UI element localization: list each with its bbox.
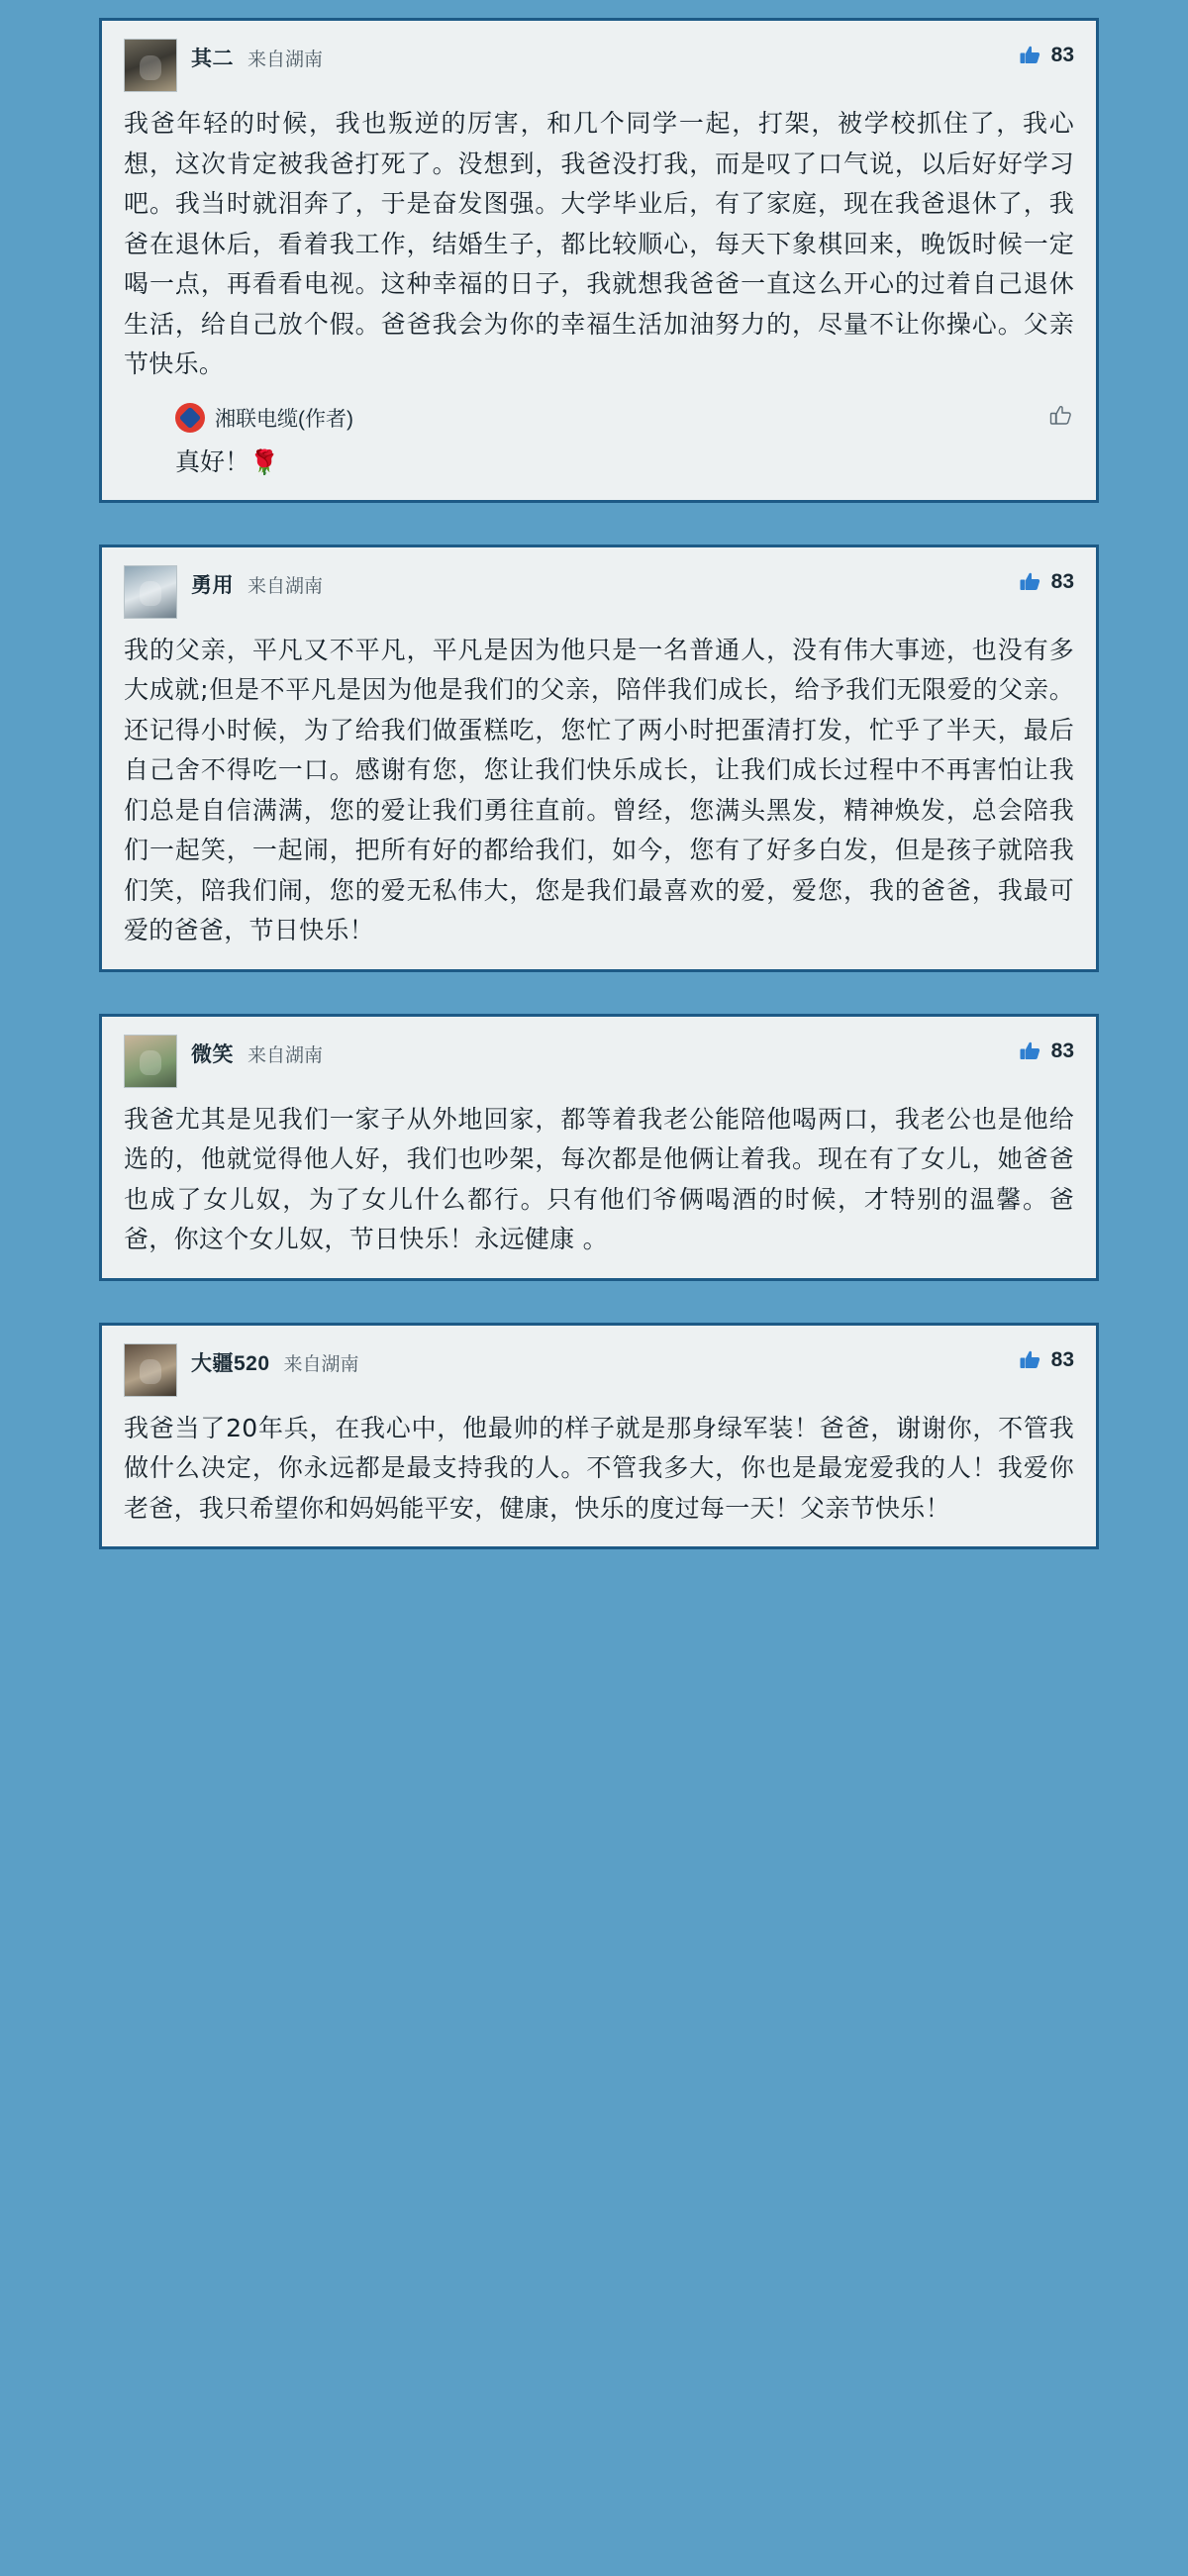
comment-card[interactable] — [99, 545, 1099, 972]
avatar[interactable] — [124, 39, 177, 92]
comment-author-line — [191, 1035, 323, 1068]
comment-location: 来自湖南 — [248, 50, 324, 70]
comment-text: 我爸尤其是见我们一家子从外地回家，都等着我老公能陪他喝两口，我老公也是他给选的，他就觉得他人好，我们也吵架，每次都是他俩让着我。现在有了女儿，她爸爸也成了女儿奴，为了女儿什么都行。只有他们爷俩喝酒的时候，才特别的温馨。爸爸，你这个女儿奴，节日快乐！永远健康 。 — [124, 1104, 1074, 1253]
comment-text: 我的父亲，平凡又不平凡，平凡是因为他只是一名普通人，没有伟大事迹，也没有多大成就;但是不平凡是因为他是我们的父亲，陪伴我们成长，给予我们无限爱的父亲。还记得小时候，为了给我们做蛋糕吃，您忙了两小时把蛋清打发，忙乎了半天，最后自己舍不得吃一口。感谢有您，您让我们快乐成长，让我们成长过程中不再害怕让我们总是自信满满，您的爱让我们勇往直前。曾经，您满头黑发，精神焕发，总会陪我们一起笑，一起闹，把所有好的都给我们，如今，您有了好多白发，但是孩子就陪我们笑，陪我们闹，您的爱无私伟大，您是我们最喜欢的爱，爱您，我的爸爸，我最可爱的爸爸，节日快乐！ — [124, 635, 1074, 944]
comment-location: 来自湖南 — [248, 1044, 324, 1066]
comment-header — [124, 1343, 1074, 1397]
thumbs-up-icon[interactable] — [1018, 1347, 1043, 1373]
comment-header — [124, 565, 1074, 619]
rose-emoji: 🌹 — [249, 447, 279, 476]
like-button[interactable] — [1018, 43, 1074, 68]
comment-header — [124, 1035, 1074, 1088]
comment-location: 来自湖南 — [248, 575, 324, 597]
reply-like-button[interactable] — [1048, 403, 1074, 434]
like-count: 83 — [1050, 1039, 1074, 1062]
like-count: 83 — [1050, 44, 1074, 66]
comment-nickname[interactable]: 微笑 — [191, 1042, 234, 1066]
comment-author-line — [191, 39, 323, 72]
avatar[interactable] — [124, 1035, 177, 1088]
brand-logo-icon — [175, 403, 205, 433]
reply-header — [175, 403, 1074, 433]
author-reply — [124, 403, 1074, 482]
thumbs-up-icon[interactable] — [1018, 569, 1043, 595]
avatar[interactable] — [124, 565, 177, 619]
comment-card[interactable] — [99, 1014, 1099, 1281]
like-count: 83 — [1050, 569, 1074, 593]
comment-nickname[interactable]: 其二 — [191, 48, 234, 70]
like-count: 83 — [1050, 1347, 1074, 1371]
comment-author-line — [191, 1343, 359, 1377]
like-button[interactable] — [1018, 1039, 1074, 1064]
avatar[interactable] — [124, 1343, 177, 1397]
thumbs-up-outline-icon[interactable] — [1048, 403, 1074, 429]
reply-text-row — [175, 443, 1074, 482]
thumbs-up-icon[interactable] — [1018, 43, 1043, 68]
comment-text: 我爸当了20年兵，在我心中，他最帅的样子就是那身绿军装！爸爸，谢谢你，不管我做什么决定，你永远都是最支持我的人。不管我多大，你也是最宠爱我的人！我爱你老爸，我只希望你和妈妈能平安，健康，快乐的度过每一天！父亲节快乐！ — [124, 1413, 1074, 1523]
thumbs-up-icon[interactable] — [1018, 1039, 1043, 1064]
comment-location: 来自湖南 — [283, 1353, 359, 1375]
comment-card[interactable] — [99, 18, 1099, 503]
reply-text: 真好！ — [175, 446, 250, 476]
comment-nickname[interactable]: 勇用 — [191, 573, 234, 597]
comment-header — [124, 39, 1074, 92]
like-button[interactable] — [1018, 1347, 1074, 1373]
comment-nickname[interactable]: 大疆520 — [191, 1351, 270, 1375]
like-button[interactable] — [1018, 569, 1074, 595]
comment-text: 我爸年轻的时候，我也叛逆的厉害，和几个同学一起，打架，被学校抓住了，我心想，这次肯定被我爸打死了。没想到，我爸没打我，而是叹了口气说，以后好好学习吧。我当时就泪奔了，于是奋发图强。大学毕业后，有了家庭，现在我爸退休了，我爸在退休后，看着我工作，结婚生子，都比较顺心，每天下象棋回来，晚饭时候一定喝一点，再看看电视。这种幸福的日子，我就想我爸爸一直这么开心的过着自己退休生活，给自己放个假。爸爸我会为你的幸福生活加油努力的，尽量不让你操心。父亲节快乐。 — [124, 109, 1074, 378]
comment-card[interactable] — [99, 1323, 1099, 1550]
reply-author-name[interactable]: 湘联电缆(作者) — [215, 407, 353, 431]
comment-author-line — [191, 565, 323, 599]
